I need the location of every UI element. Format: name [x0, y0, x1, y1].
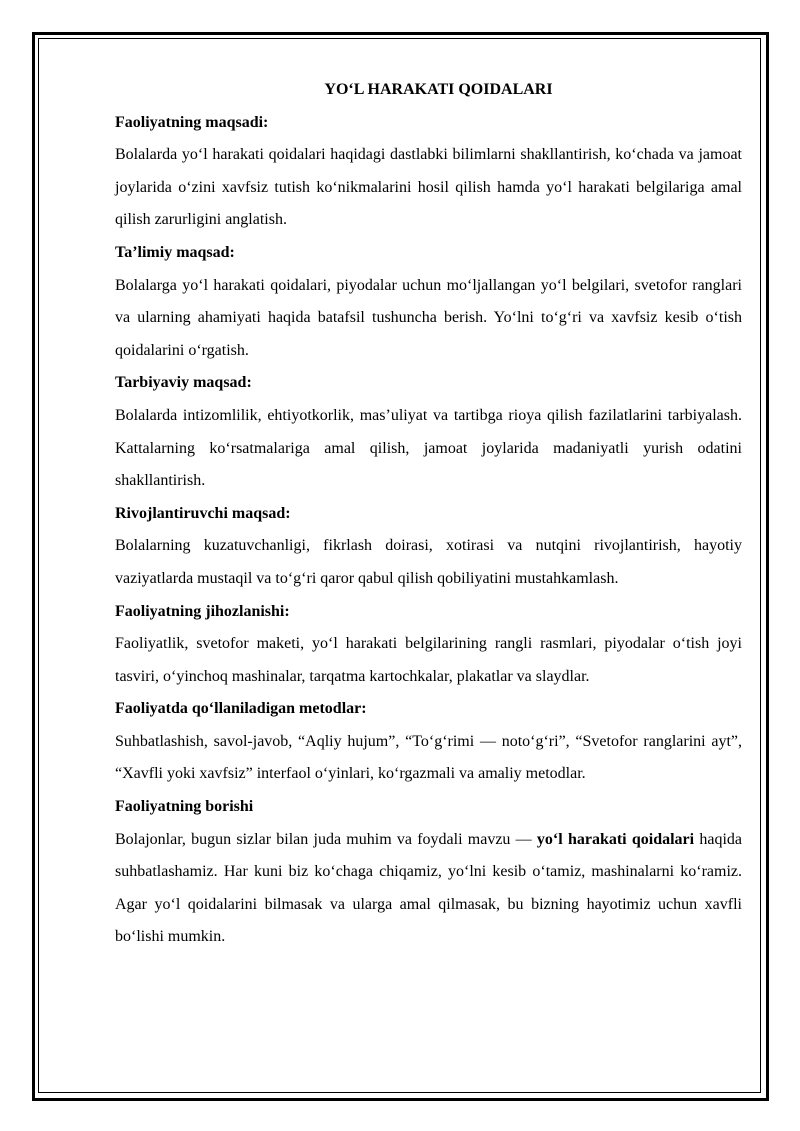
- section-heading-goal: Faoliyatning maqsadi:: [115, 113, 269, 131]
- section-text-educational-goal: Bolalarga yo‘l harakati qoidalari, piyodalar uchun mo‘ljallangan yo‘l belgilari, svetofor ranglari va ularning ahamiyati haqida batafsil tushuncha berish. Yo‘lni to‘g‘ri va xavfsiz kesib o‘tish qoidalarini o‘rgatish.: [115, 276, 742, 359]
- process-text-after: haqida suhbatlashamiz. Har kuni biz ko‘chaga chiqamiz, yo‘lni kesib o‘tamiz, mashinalarni ko‘ramiz. Agar yo‘l qoidalarini bilmasak va ularga amal qilmasak, bu bizning hayotimiz uchun xavfli bo‘lishi mumkin.: [115, 830, 742, 946]
- process-text-bold: yo‘l harakati qoidalari: [536, 830, 695, 848]
- section-heading-process: Faoliyatning borishi: [115, 798, 254, 816]
- section-text-equipment: Faoliyatlik, svetofor maketi, yo‘l harakati belgilarining rangli rasmlari, piyodalar o‘tish joyi tasviri, o‘yinchoq mashinalar, tarqatma kartochkalar, plakatlar va slaydlar.: [115, 635, 742, 685]
- section-heading-equipment: Faoliyatning jihozlanishi:: [115, 602, 290, 620]
- document-body: [115, 74, 742, 954]
- section-heading-methods: Faoliyatda qo‘llaniladigan metodlar:: [115, 700, 367, 718]
- section-text-upbringing-goal: Bolalarda intizomlilik, ehtiyotkorlik, mas’uliyat va tartibga rioya qilish fazilatlarini tarbiyalash. Kattalarning ko‘rsatmalariga amal qilish, jamoat joylarida madaniyatli yurish odatini shakllantirish.: [115, 406, 742, 490]
- process-text-before: Bolajonlar, bugun sizlar bilan juda muhim va foydali mavzu —: [115, 830, 537, 848]
- section-text-process: [115, 824, 742, 954]
- section-heading-developmental-goal: Rivojlantiruvchi maqsad:: [115, 504, 291, 522]
- section-text-developmental-goal: Bolalarning kuzatuvchanligi, fikrlash doirasi, xotirasi va nutqini rivojlantirish, hayotiy vaziyatlarda mustaqil va to‘g‘ri qaror qabul qilish qobiliyatini mustahkamlash.: [115, 537, 742, 587]
- document-title: YO‘L HARAKATI QOIDALARI: [324, 81, 553, 98]
- section-heading-upbringing-goal: Tarbiyaviy maqsad:: [115, 374, 252, 392]
- section-text-goal: Bolalarda yo‘l harakati qoidalari haqidagi dastlabki bilimlarni shakllantirish, ko‘chada va jamoat joylarida o‘zini xavfsiz tutish ko‘nikmalarini hosil qilish hamda yo‘l harakati belgilariga amal qilish zarurligini anglatish.: [115, 146, 742, 229]
- section-text-methods: Suhbatlashish, savol-javob, “Aqliy hujum”, “To‘g‘rimi — noto‘g‘ri”, “Svetofor ranglarini ayt”, “Xavfli yoki xavfsiz” interfaol o‘yinlari, ko‘rgazmali va amaliy metodlar.: [115, 732, 742, 783]
- section-heading-educational-goal: Ta’limiy maqsad:: [115, 243, 235, 261]
